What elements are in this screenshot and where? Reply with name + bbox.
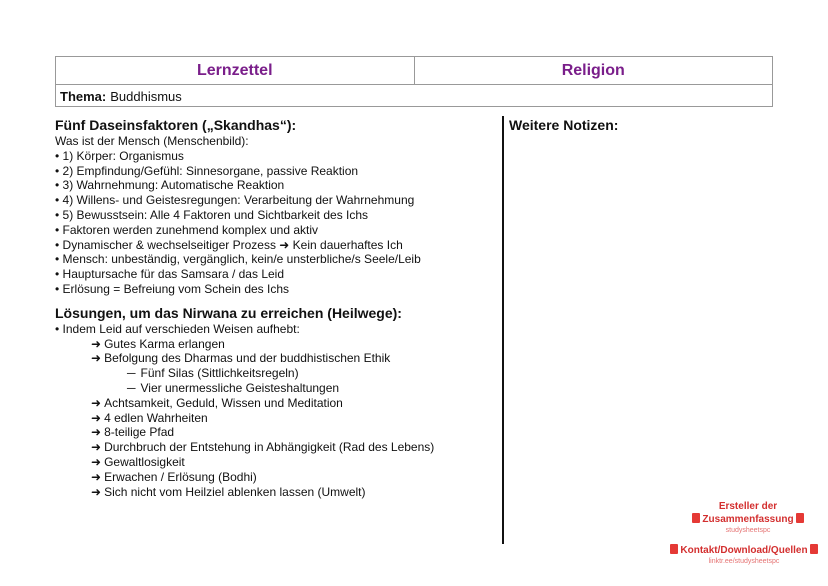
list-item-text: Fünf Silas (Sittlichkeitsregeln) [140, 366, 299, 381]
header-right-title: Religion [414, 57, 773, 84]
arrow-icon: ➜ [91, 440, 102, 455]
document-icon [810, 544, 818, 554]
list-item-text: 8-teilige Pfad [104, 425, 175, 440]
list-item: • Dynamischer & wechselseitiger Prozess ➜ Kein dauerhaftes Ich [55, 238, 495, 253]
contact-line[interactable]: Kontakt/Download/Quellen [680, 545, 808, 556]
list-item-text: Sich nicht vom Heilziel ablenken lassen (Umwelt) [104, 484, 366, 499]
header-left-title: Lernzettel [196, 61, 273, 79]
list-item [55, 470, 495, 485]
document-icon [796, 513, 804, 523]
creator-handle: studysheetspc [725, 527, 771, 534]
list-item: • 2) Empfindung/Gefühl: Sinnesorgane, passive Reaktion [55, 164, 495, 179]
list-item [55, 337, 495, 352]
header-title-row [56, 57, 772, 85]
list-item [55, 485, 495, 500]
list-item: • 5) Bewusstsein: Alle 4 Faktoren und Sichtbarkeit des Ichs [55, 208, 495, 223]
list-item [55, 366, 495, 381]
document-icon [670, 544, 678, 554]
list-item-text: Achtsamkeit, Geduld, Wissen und Meditation [104, 395, 343, 410]
header-table [55, 56, 773, 107]
list-item: • Erlösung = Befreiung vom Schein des Ichs [55, 282, 495, 297]
contact-url[interactable]: linktr.ee/studysheetspc [708, 558, 780, 565]
arrow-icon: ➜ [91, 395, 102, 410]
dash-icon: ─ [127, 380, 136, 395]
contact-line-wrap[interactable] [664, 544, 824, 557]
creator-line2-wrap [678, 513, 818, 526]
dash-icon: ─ [127, 366, 136, 381]
list-item-text: Vier unermessliche Geisteshaltungen [140, 380, 340, 395]
arrow-icon: ➜ [91, 351, 102, 366]
notes-heading: Weitere Notizen: [509, 117, 619, 133]
list-item-text: Gewaltlosigkeit [104, 454, 185, 469]
list-item [55, 351, 495, 366]
document-icon [692, 513, 700, 523]
creator-line1: Ersteller der [718, 501, 778, 512]
arrow-icon: ➜ [91, 454, 102, 469]
list-item: • 1) Körper: Organismus [55, 149, 495, 164]
list-item [55, 425, 495, 440]
main-content [55, 116, 495, 499]
creator-credit [678, 500, 818, 536]
thema-label: Thema: [60, 88, 107, 104]
column-divider [502, 116, 504, 544]
section1-intro: Was ist der Mensch (Menschenbild): [55, 134, 249, 148]
list-item-text: Befolgung des Dharmas und der buddhistischen Ethik [104, 351, 391, 366]
arrow-icon: ➜ [91, 484, 102, 499]
section1-heading: Fünf Daseinsfaktoren („Skandhas“): [55, 117, 297, 133]
arrow-icon: ➜ [91, 336, 102, 351]
list-item: • Faktoren werden zunehmend komplex und aktiv [55, 223, 495, 238]
arrow-icon: ➜ [91, 425, 102, 440]
list-item: • Mensch: unbeständig, vergänglich, kein/e unsterbliche/s Seele/Leib [55, 252, 495, 267]
arrow-icon: ➜ [91, 410, 102, 425]
list-item-text: Gutes Karma erlangen [104, 336, 225, 351]
list-item: • 4) Willens- und Geistesregungen: Verarbeitung der Wahrnehmung [55, 193, 495, 208]
arrow-icon: ➜ [91, 469, 102, 484]
list-item: • Hauptursache für das Samsara / das Leid [55, 267, 495, 282]
list-item [55, 411, 495, 426]
notes-column [509, 116, 809, 134]
section2-heading: Lösungen, um das Nirwana zu erreichen (Heilwege): [55, 304, 402, 321]
list-item-text: Durchbruch der Entstehung in Abhängigkeit (Rad des Lebens) [104, 440, 435, 455]
list-item [55, 396, 495, 411]
creator-line2: Zusammenfassung [702, 514, 794, 525]
contact-link[interactable] [664, 544, 824, 567]
section2-intro: • Indem Leid auf verschieden Weisen aufhebt: [55, 322, 495, 337]
list-item [55, 455, 495, 470]
list-item [55, 440, 495, 455]
thema-value: Buddhismus [110, 88, 182, 104]
thema-row [56, 85, 772, 107]
list-item-text: 4 edlen Wahrheiten [104, 410, 208, 425]
list-item [55, 381, 495, 396]
list-item: • 3) Wahrnehmung: Automatische Reaktion [55, 178, 495, 193]
list-item-text: Erwachen / Erlösung (Bodhi) [104, 469, 257, 484]
